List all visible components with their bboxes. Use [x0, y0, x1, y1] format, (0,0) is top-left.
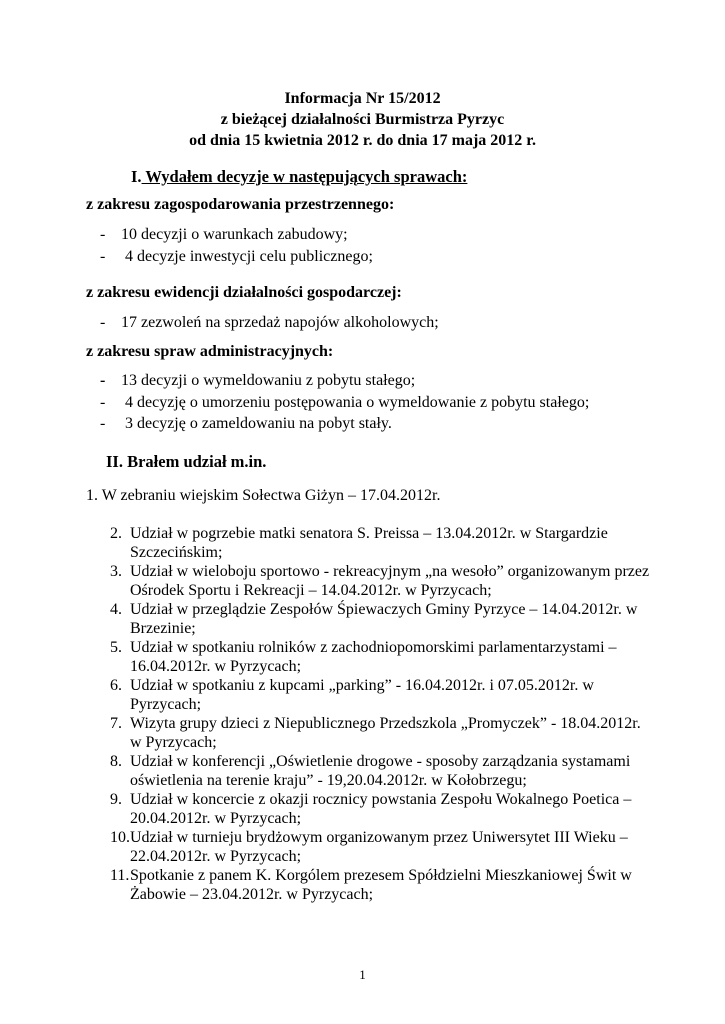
list-ewidencja: [100, 312, 439, 334]
list-item: - 17 zezwoleń na sprzedaż napojów alkoholowych;: [100, 314, 439, 331]
list-item: 7. Wizyta grupy dzieci z Niepublicznego Przedszkola „Promyczek” - 18.04.2012r. w Pyrzycach;: [110, 715, 641, 751]
list-administracja: [100, 370, 589, 435]
first-participation-item: 1. W zebraniu wiejskim Sołectwa Giżyn – 17.04.2012r.: [86, 487, 441, 504]
list-item: 8. Udział w konferencji „Oświetlenie drogowe - sposoby zarządzania systamami oświetlenia na terenie kraju” - 19,20.04.2012r. w Kołobrzegu;: [110, 753, 631, 789]
page-number: 1: [359, 967, 366, 982]
list-item: - 13 decyzji o wymeldowaniu z pobytu stałego;: [100, 372, 416, 389]
participation-list: [110, 524, 650, 904]
section-2-heading: [106, 452, 266, 472]
list-item: 4. Udział w przeglądzie Zespołów Śpiewaczych Gminy Pyrzyce – 14.04.2012r. w Brzezinie;: [110, 601, 638, 637]
list-item: - 10 decyzji o warunkach zabudowy;: [100, 226, 348, 243]
section-1-heading: [131, 167, 467, 187]
section-1-numeral: I.: [131, 167, 142, 186]
list-item: - 4 decyzje inwestycji celu publicznego;: [100, 247, 373, 265]
list-item: 9. Udział w koncercie z okazji rocznicy powstania Zespołu Wokalnego Poetica – 20.04.2012r. w Pyrzycach;: [110, 791, 632, 827]
list-item: - 4 decyzję o umorzeniu postępowania o wymeldowanie z pobytu stałego;: [100, 393, 590, 411]
list-item: 11. Spotkanie z panem K. Korgólem prezesem Spółdzielni Mieszkaniowej Świt w Żabowie – 23.04.2012r. w Pyrzycach;: [110, 867, 632, 903]
title-line-1: Informacja Nr 15/2012: [284, 90, 441, 107]
list-item: 2. Udział w pogrzebie matki senatora S. Preissa – 13.04.2012r. w Stargardzie Szczecińskim;: [110, 525, 608, 561]
section-2-title: Brałem udział m.in.: [127, 452, 267, 471]
title-line-2: z bieżącej działalności Burmistrza Pyrzyc: [220, 111, 505, 128]
list-item: 10. Udział w turnieju brydżowym organizowanym przez Uniwersytet III Wieku – 22.04.2012r. w Pyrzycach;: [110, 829, 628, 865]
list-item: 5. Udział w spotkaniu rolników z zachodniopomorskimi parlamentarzystami – 16.04.2012r. w Pyrzycach;: [110, 639, 617, 675]
group-heading-zagospodarowanie: z zakresu zagospodarowania przestrzennego:: [86, 196, 395, 213]
section-2-numeral: II.: [106, 452, 123, 471]
group-heading-administracja: z zakresu spraw administracyjnych:: [86, 343, 334, 360]
document-title: [0, 88, 725, 151]
group-heading-ewidencja: z zakresu ewidencji działalności gospodarczej:: [86, 284, 402, 301]
section-1-title: Wydałem decyzje w następujących sprawach:: [141, 167, 468, 186]
list-item: 3. Udział w wieloboju sportowo - rekreacyjnym „na wesoło” organizowanym przez Ośrodek Sportu i Rekreacji – 14.04.2012r. w Pyrzycach;: [110, 563, 650, 599]
list-item: - 3 decyzję o zameldowaniu na pobyt stały.: [100, 415, 392, 432]
list-item: 6. Udział w spotkaniu z kupcami „parking” - 16.04.2012r. i 07.05.2012r. w Pyrzycach;: [110, 677, 594, 713]
title-line-3: od dnia 15 kwietnia 2012 r. do dnia 17 maja 2012 r.: [189, 132, 536, 149]
list-zagospodarowanie: [100, 224, 373, 267]
